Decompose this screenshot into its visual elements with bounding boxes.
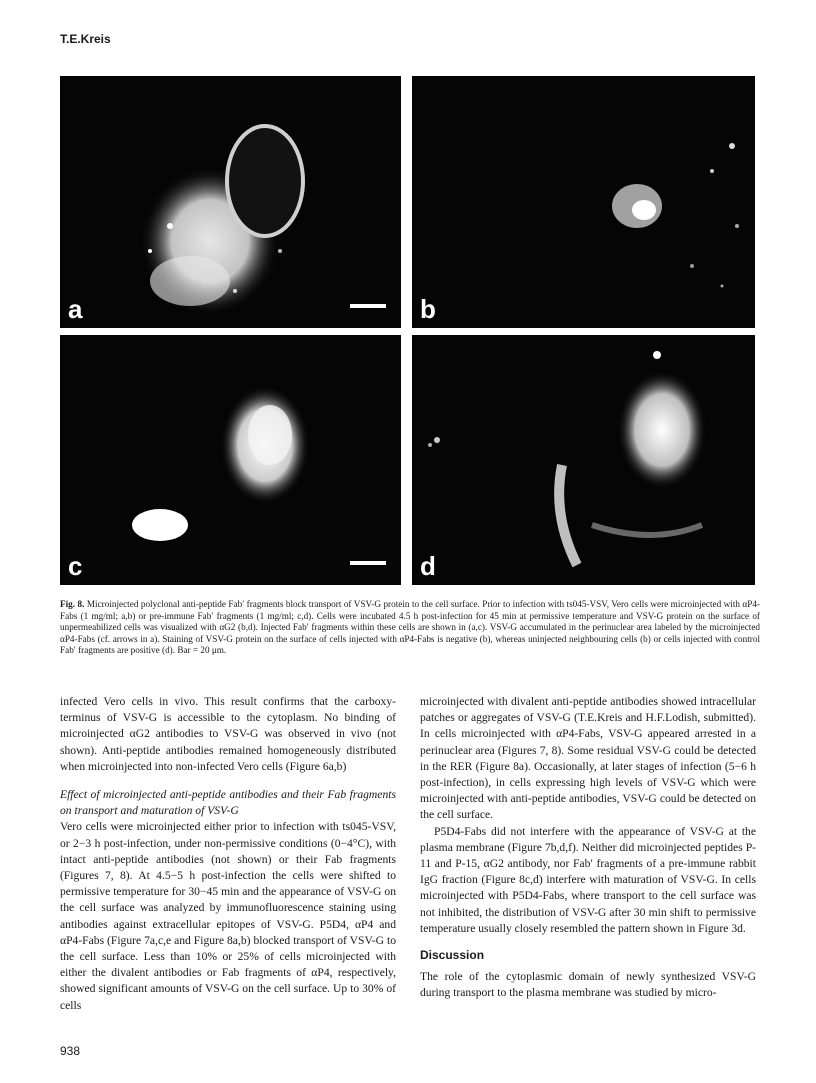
right-column — [420, 694, 756, 1002]
running-head: T.E.Kreis — [60, 32, 111, 46]
figure-panel-b — [412, 76, 755, 328]
left-column — [60, 694, 396, 1014]
page-number: 938 — [60, 1044, 81, 1058]
figure-panel-c — [60, 335, 401, 585]
caption-text: Microinjected polyclonal anti-peptide Fab′ fragments block transport of VSV-G protein to the cell surface. Prior to infection with ts045-VSV, Vero cells were microinjected with αP4-Fabs (1 mg/ml; a,b) or pre-immune Fab′ fragments (1 mg/ml; c,d). Cells were incubated 4.5 h post-infection for 45 min at permissive temperature and VSV-G protein on the surface of unpermeabilized cells was visualized with αG2 (b,d). Injected Fab′ fragments within these cells are shown in (a,c). VSV-G accumulated in the perinuclear area labeled by the microinjected αP4-Fabs (cf. arrows in a). Staining of VSV-G protein on the surface of cells injected with αP4-Fabs is negative (b), whereas uninjected neighbouring cells (b) or cells injected with control Fab′ fragments are positive (d). Bar = 20 μm. — [60, 599, 760, 656]
panel-label-c: c — [68, 551, 83, 581]
paragraph: infected Vero cells in vivo. This result confirms that the carboxy-terminus of VSV-G is accessible to the cytoplasm. No binding of microinjected αG2 antibodies to VSV-G was observed in vivo (not shown). Anti-peptide antibodies remained homogeneously distributed when microinjected into non-infected Vero cells (Figure 6a,b) — [60, 695, 396, 773]
figure-panel-a — [60, 76, 401, 328]
panel-label-a: a — [68, 294, 83, 324]
micrograph-d — [412, 335, 755, 585]
scale-bar — [350, 561, 386, 565]
paragraph: The role of the cytoplasmic domain of newly synthesized VSV-G during transport to the plasma membrane was studied by micro- — [420, 970, 756, 1000]
paragraph: microinjected with divalent anti-peptide antibodies showed intracellular patches or aggregates of VSV-G (T.E.Kreis and H.F.Lodish, submitted). In cells microinjected with αP4-Fabs, VSV-G appeared arrested in a perinuclear area (Figures 7, 8). Some residual VSV-G could be detected in the RER (Figure 8a). Occasionally, at later stages of infection (5−6 h post-infection), in cells expressing high levels of VSV-G which were microinjected with anti-peptide antibodies, VSV-G could be detected on the cell surface. — [420, 695, 756, 822]
figure-panel-d — [412, 335, 755, 585]
section-heading: Discussion — [420, 948, 485, 963]
panel-label-b: b — [420, 294, 436, 324]
paragraph: Vero cells were microinjected either prior to infection with ts045-VSV, or 2−3 h post-infection, under non-permissive conditions (0−4°C), with intact anti-peptide antibodies (not shown) or their Fab fragments (Figures 7, 8). At 4.5−5 h post-infection the cells were shifted to permissive temperature for 30−45 min and the appearance of VSV-G on the cell surface was analyzed by immunofluorescence staining using antibodies against extracellular epitopes of VSV-G. P5D4, αP4 and αP4-Fabs (Figure 7a,c,e and Figure 8a,b) blocked transport of VSV-G to the cell surface. Less than 10% or 25% of cells microinjected with either the divalent antibodies or Fab fragments of αP4, respectively, showed significant amounts of VSV-G on the cell surface. Up to 30% of cells — [60, 820, 396, 1012]
micrograph-b — [412, 76, 755, 328]
subsection-heading: Effect of microinjected anti-peptide antibodies and their Fab fragments on transport and maturation of VSV-G — [60, 788, 396, 818]
scale-bar — [350, 304, 386, 308]
micrograph-a — [60, 76, 401, 328]
micrograph-c — [60, 335, 401, 585]
figure-caption — [60, 599, 760, 657]
panel-label-d: d — [420, 551, 436, 581]
caption-lead: Fig. 8. — [60, 599, 85, 609]
paragraph: P5D4-Fabs did not interfere with the appearance of VSV-G at the plasma membrane (Figure 7b,d,f). Neither did microinjected peptides P-11 and P-15, αG2 antibody, nor Fab′ fragments of a pre-immune rabbit IgG fraction (Figure 8c,d) interfere with maturation of VSV-G. In cells microinjected with P5D4-Fabs, where transport to the cell surface was not inhibited, the distribution of VSV-G after 30 min shift to permissive temperature usually closely resembled the pattern shown in Figure 3d. — [420, 824, 756, 935]
